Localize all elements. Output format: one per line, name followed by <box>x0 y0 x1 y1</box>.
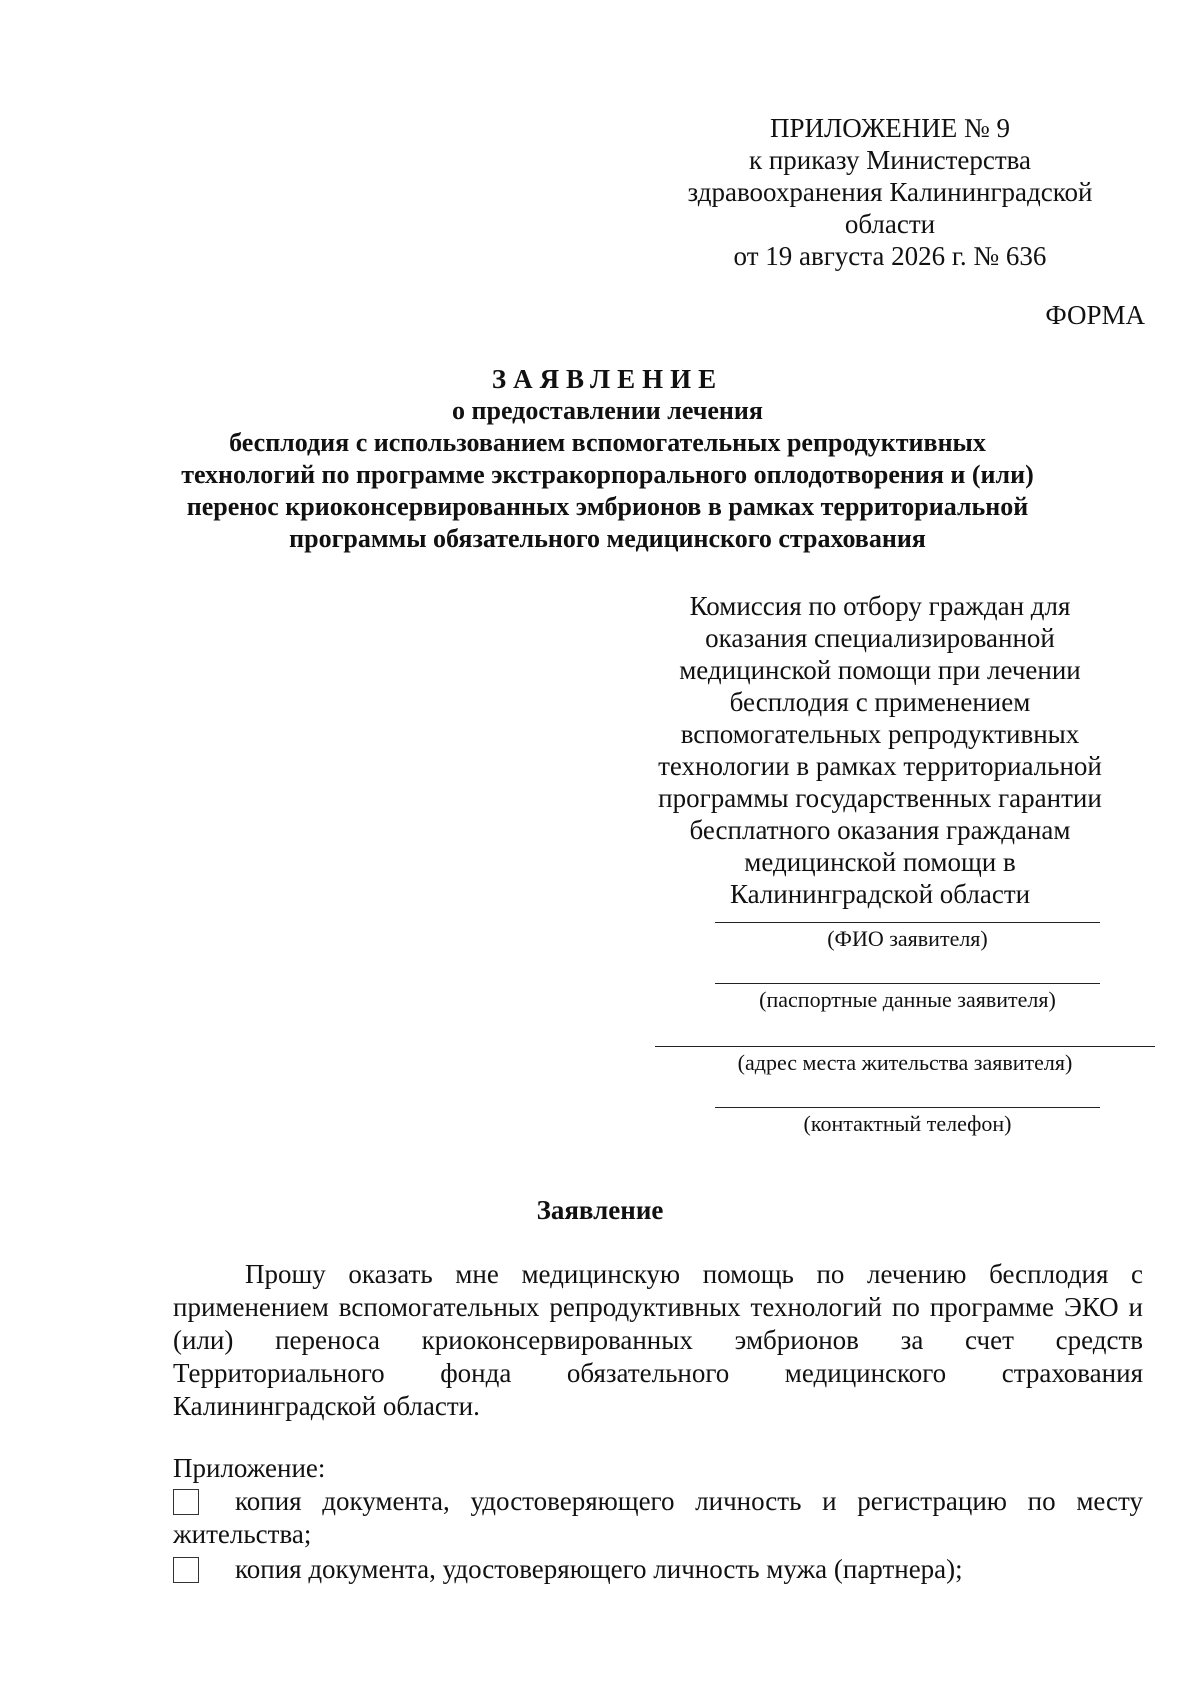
attachments-section <box>173 1452 1143 1586</box>
attachment-item[interactable] <box>173 1485 1143 1551</box>
phone-field[interactable] <box>715 1097 1100 1137</box>
appendix-header <box>660 112 1120 272</box>
addressee-line: Калининградской области <box>729 879 1031 909</box>
title-line-4: перенос криоконсервированных эмбрионов в рамках территориальной <box>186 492 1029 521</box>
address-field[interactable] <box>655 1036 1155 1076</box>
appendix-number: ПРИЛОЖЕНИЕ № 9 <box>769 113 1011 143</box>
appendix-ministry: здравоохранения Калининградской <box>687 177 1093 207</box>
fio-line[interactable] <box>715 912 1100 923</box>
address-line[interactable] <box>655 1036 1155 1047</box>
addressee-line: медицинской помощи в <box>744 847 1016 877</box>
statement-text: Прошу оказать мне медицинскую помощь по лечению бесплодия с применением вспомогательных репродуктивных технологий по программе ЭКО и (или) переноса криоконсервированных эмбрионов за счет средств Территориального фонда обязательного медицинского страхования Калининградской области. <box>173 1259 1143 1421</box>
passport-line[interactable] <box>715 973 1100 984</box>
passport-caption: (паспортные данные заявителя) <box>759 987 1056 1012</box>
addressee-line: бесплатного оказания гражданам <box>689 815 1071 845</box>
document-title <box>140 363 1075 555</box>
addressee-line: технологии в рамках территориальной <box>658 751 1102 781</box>
appendix-date: от 19 августа 2026 г. № 636 <box>733 241 1047 271</box>
attachment-text: копия документа, удостоверяющего личность и регистрацию по месту жительства; <box>173 1486 1143 1549</box>
statement-body <box>173 1258 1143 1423</box>
addressee-line: Комиссия по отбору граждан для <box>689 591 1071 621</box>
attachment-item[interactable] <box>173 1553 1143 1586</box>
attachments-label: Приложение: <box>173 1453 326 1483</box>
title-line-3: технологий по программе экстракорпорального оплодотворения и (или) <box>181 460 1034 489</box>
form-label: ФОРМА <box>1045 300 1145 330</box>
fio-field[interactable] <box>715 912 1100 952</box>
title-line-5: программы обязательного медицинского страхования <box>289 524 926 553</box>
attachment-checkbox[interactable] <box>173 1489 199 1515</box>
addressee-line: вспомогательных репродуктивных <box>680 719 1080 749</box>
addressee-line: оказания специализированной <box>705 623 1055 653</box>
title-line-1: о предоставлении лечения <box>452 396 763 425</box>
addressee-line: программы государственных гарантии <box>658 783 1102 813</box>
fio-caption: (ФИО заявителя) <box>827 926 988 951</box>
addressee-line: бесплодия с применением <box>729 687 1031 717</box>
addressee-line: медицинской помощи при лечении <box>679 655 1081 685</box>
appendix-order-ref: к приказу Министерства <box>748 145 1032 175</box>
attachment-text: копия документа, удостоверяющего личность мужа (партнера); <box>235 1554 963 1584</box>
phone-line[interactable] <box>715 1097 1100 1108</box>
addressee-block <box>640 590 1120 910</box>
title-heading: ЗАЯВЛЕНИЕ <box>491 364 724 394</box>
statement-subheading: Заявление <box>536 1195 664 1225</box>
phone-caption: (контактный телефон) <box>803 1111 1012 1136</box>
address-caption: (адрес места жительства заявителя) <box>737 1050 1073 1075</box>
attachment-checkbox[interactable] <box>173 1557 199 1583</box>
passport-field[interactable] <box>715 973 1100 1013</box>
appendix-region: области <box>844 209 936 239</box>
title-line-2: бесплодия с использованием вспомогательных репродуктивных <box>229 428 986 457</box>
